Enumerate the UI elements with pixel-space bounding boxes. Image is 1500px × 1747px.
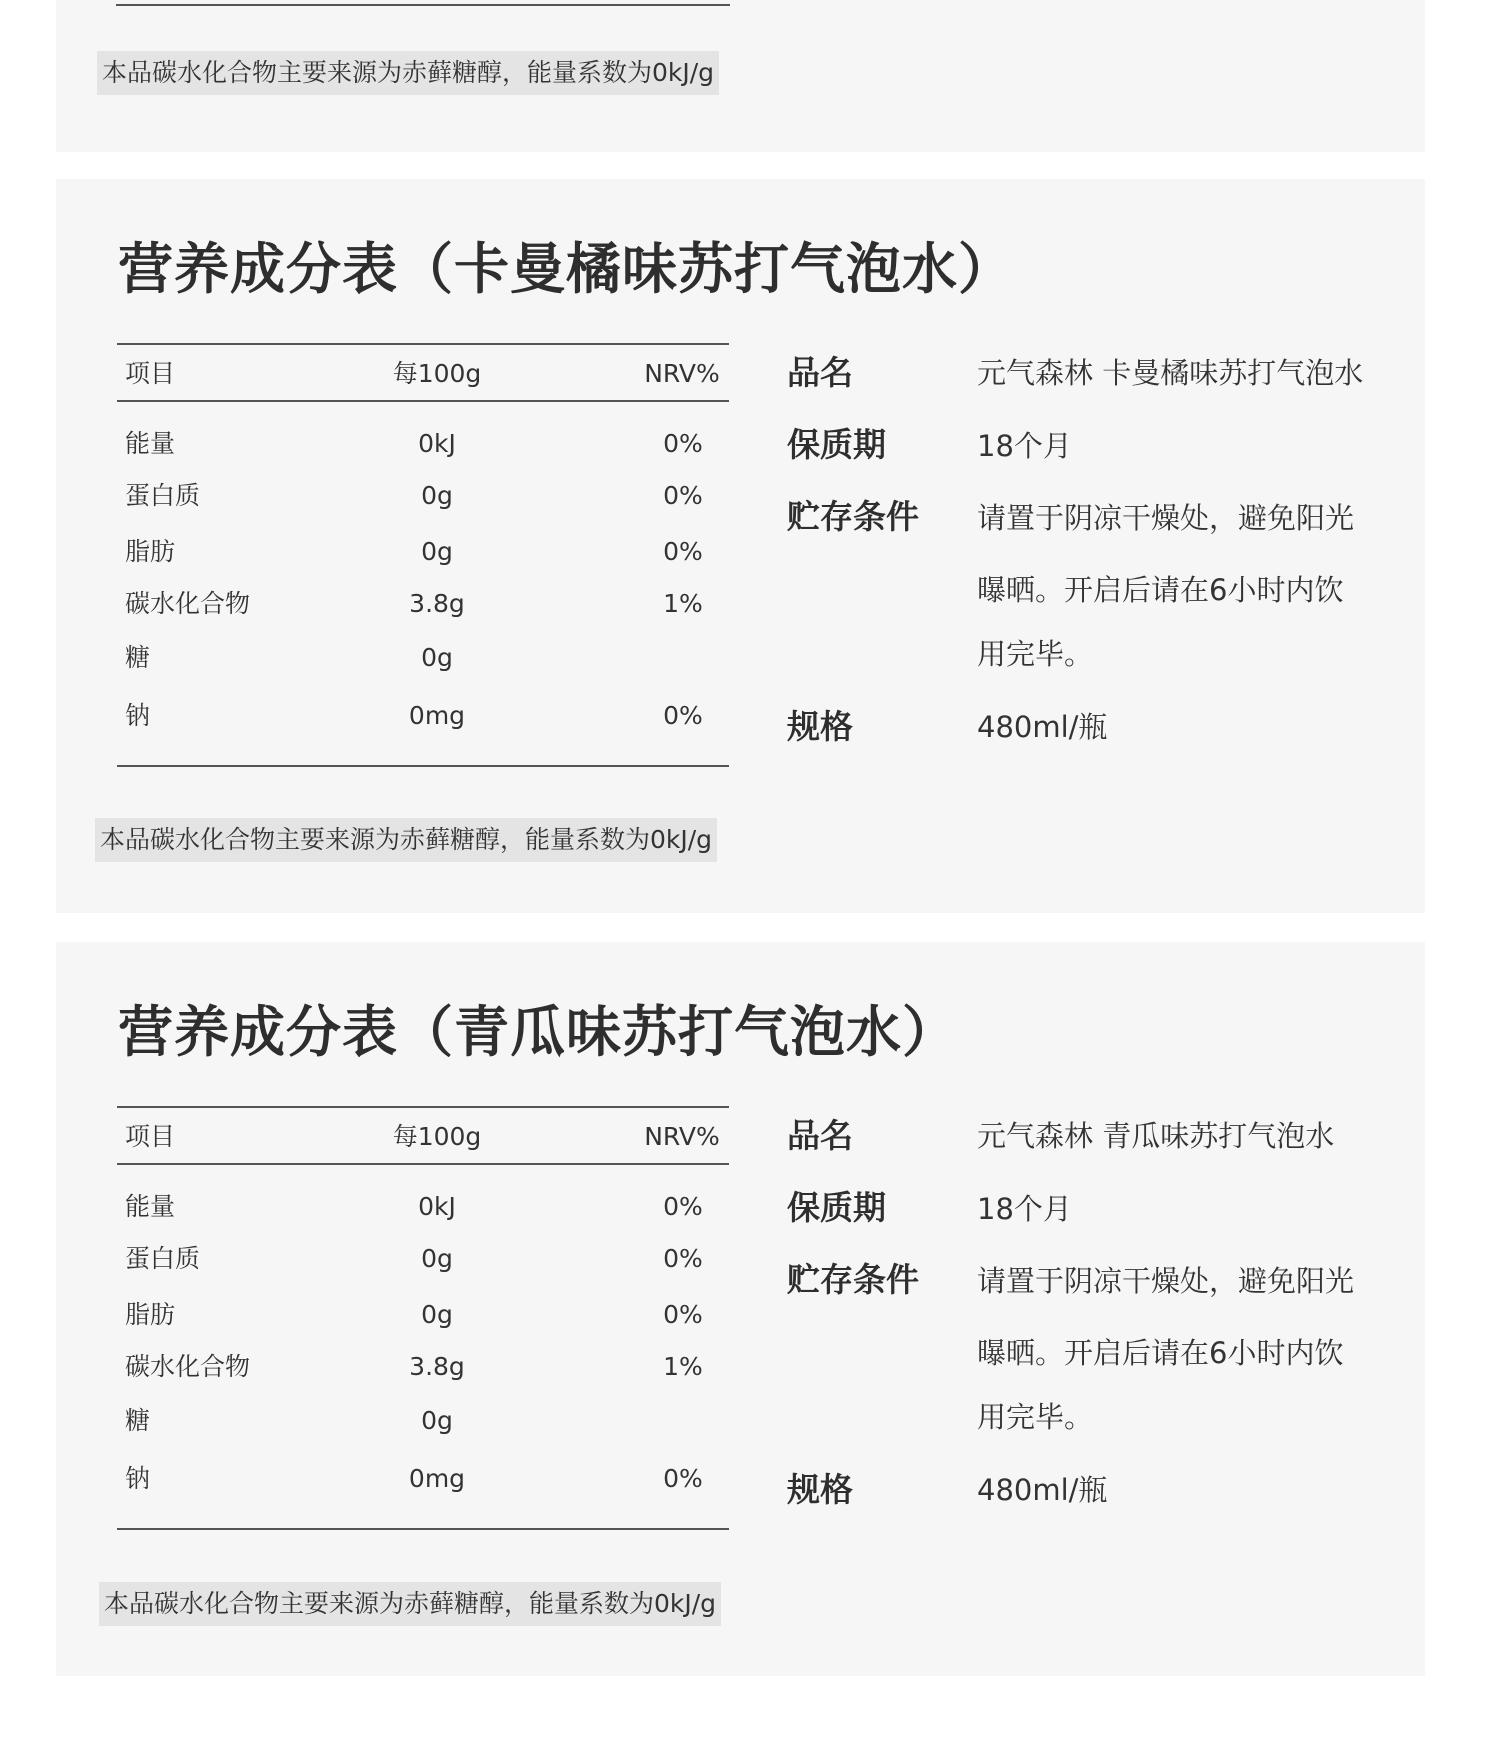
- header-item: 项目: [125, 359, 176, 388]
- row-name: 碳水化合物: [125, 589, 251, 618]
- row-per-100g: 0kJ: [418, 429, 456, 458]
- row-name: 脂肪: [125, 1300, 176, 1329]
- row-name: 蛋白质: [125, 481, 201, 510]
- header-item: 项目: [125, 1122, 176, 1151]
- spec-label: 规格: [787, 1470, 853, 1509]
- carbohydrate-note: 本品碳水化合物主要来源为赤藓糖醇，能量系数为0kJ/g: [99, 1582, 721, 1626]
- row-nrv: 0%: [663, 481, 703, 510]
- row-name: 糖: [125, 1406, 151, 1435]
- shelf-life-value: 18个月: [977, 429, 1072, 463]
- nutrition-panel-previous: [56, 0, 1425, 152]
- product-info: [787, 1112, 1407, 1552]
- storage-line-1: 请置于阴凉干燥处，避免阳光: [977, 501, 1355, 535]
- table-bottom-rule: [117, 1528, 729, 1530]
- row-per-100g: 3.8g: [409, 1352, 465, 1381]
- header-per-100g: 每100g: [392, 1122, 482, 1151]
- panel-title: 营养成分表（卡曼橘味苏打气泡水）: [118, 237, 1015, 301]
- product-name-label: 品名: [787, 353, 853, 392]
- carbohydrate-note: 本品碳水化合物主要来源为赤藓糖醇，能量系数为0kJ/g: [95, 818, 717, 862]
- row-per-100g: 0g: [421, 643, 453, 672]
- storage-line-1: 请置于阴凉干燥处，避免阳光: [977, 1264, 1355, 1298]
- nutrition-table: [117, 1106, 729, 1536]
- row-per-100g: 0g: [421, 537, 453, 566]
- panel-title: 营养成分表（青瓜味苏打气泡水）: [118, 1000, 959, 1064]
- nutrition-panel-cucumber: [56, 942, 1425, 1676]
- row-name: 脂肪: [125, 537, 176, 566]
- row-per-100g: 0mg: [408, 1464, 466, 1493]
- row-nrv: 0%: [663, 1300, 703, 1329]
- row-name: 能量: [125, 429, 176, 458]
- spec-value: 480ml/瓶: [977, 710, 1108, 744]
- row-name: 糖: [125, 643, 151, 672]
- row-nrv: 0%: [663, 1244, 703, 1273]
- table-top-rule: [117, 343, 729, 345]
- row-per-100g: 0g: [421, 1244, 453, 1273]
- product-name-value: 元气森林 青瓜味苏打气泡水: [977, 1119, 1335, 1153]
- row-name: 钠: [125, 701, 151, 730]
- shelf-life-value: 18个月: [977, 1192, 1072, 1226]
- storage-label: 贮存条件: [787, 497, 919, 536]
- row-nrv: 0%: [663, 1464, 703, 1493]
- nutrition-table: [117, 343, 729, 773]
- row-name: 碳水化合物: [125, 1352, 251, 1381]
- table-top-rule: [117, 1106, 729, 1108]
- row-per-100g: 0kJ: [418, 1192, 456, 1221]
- shelf-life-label: 保质期: [787, 425, 886, 464]
- storage-label: 贮存条件: [787, 1260, 919, 1299]
- storage-line-3: 用完毕。: [977, 1400, 1094, 1434]
- table-header-rule: [117, 400, 729, 402]
- row-name: 钠: [125, 1464, 151, 1493]
- row-nrv: 0%: [663, 429, 703, 458]
- spec-label: 规格: [787, 707, 853, 746]
- nutrition-panel-kumquat: [56, 179, 1425, 913]
- shelf-life-label: 保质期: [787, 1188, 886, 1227]
- row-nrv: 0%: [663, 701, 703, 730]
- header-nrv: NRV%: [644, 359, 720, 388]
- row-per-100g: 0g: [421, 1300, 453, 1329]
- row-per-100g: 3.8g: [409, 589, 465, 618]
- header-nrv: NRV%: [644, 1122, 720, 1151]
- storage-line-2: 曝晒。开启后请在6小时内饮: [977, 573, 1344, 607]
- table-bottom-rule: [117, 765, 729, 767]
- product-name-value: 元气森林 卡曼橘味苏打气泡水: [977, 356, 1364, 390]
- storage-line-2: 曝晒。开启后请在6小时内饮: [977, 1336, 1344, 1370]
- row-nrv: 0%: [663, 1192, 703, 1221]
- product-info: [787, 349, 1407, 789]
- row-name: 蛋白质: [125, 1244, 201, 1273]
- row-nrv: 1%: [663, 1352, 703, 1381]
- product-name-label: 品名: [787, 1116, 853, 1155]
- storage-line-3: 用完毕。: [977, 637, 1094, 671]
- row-per-100g: 0g: [421, 481, 453, 510]
- row-nrv: 0%: [663, 537, 703, 566]
- row-per-100g: 0g: [421, 1406, 453, 1435]
- spec-value: 480ml/瓶: [977, 1473, 1108, 1507]
- row-name: 能量: [125, 1192, 176, 1221]
- header-per-100g: 每100g: [392, 359, 482, 388]
- carbohydrate-note: 本品碳水化合物主要来源为赤藓糖醇，能量系数为0kJ/g: [97, 51, 719, 95]
- row-per-100g: 0mg: [408, 701, 466, 730]
- table-bottom-rule: [116, 4, 730, 6]
- table-header-rule: [117, 1163, 729, 1165]
- row-nrv: 1%: [663, 589, 703, 618]
